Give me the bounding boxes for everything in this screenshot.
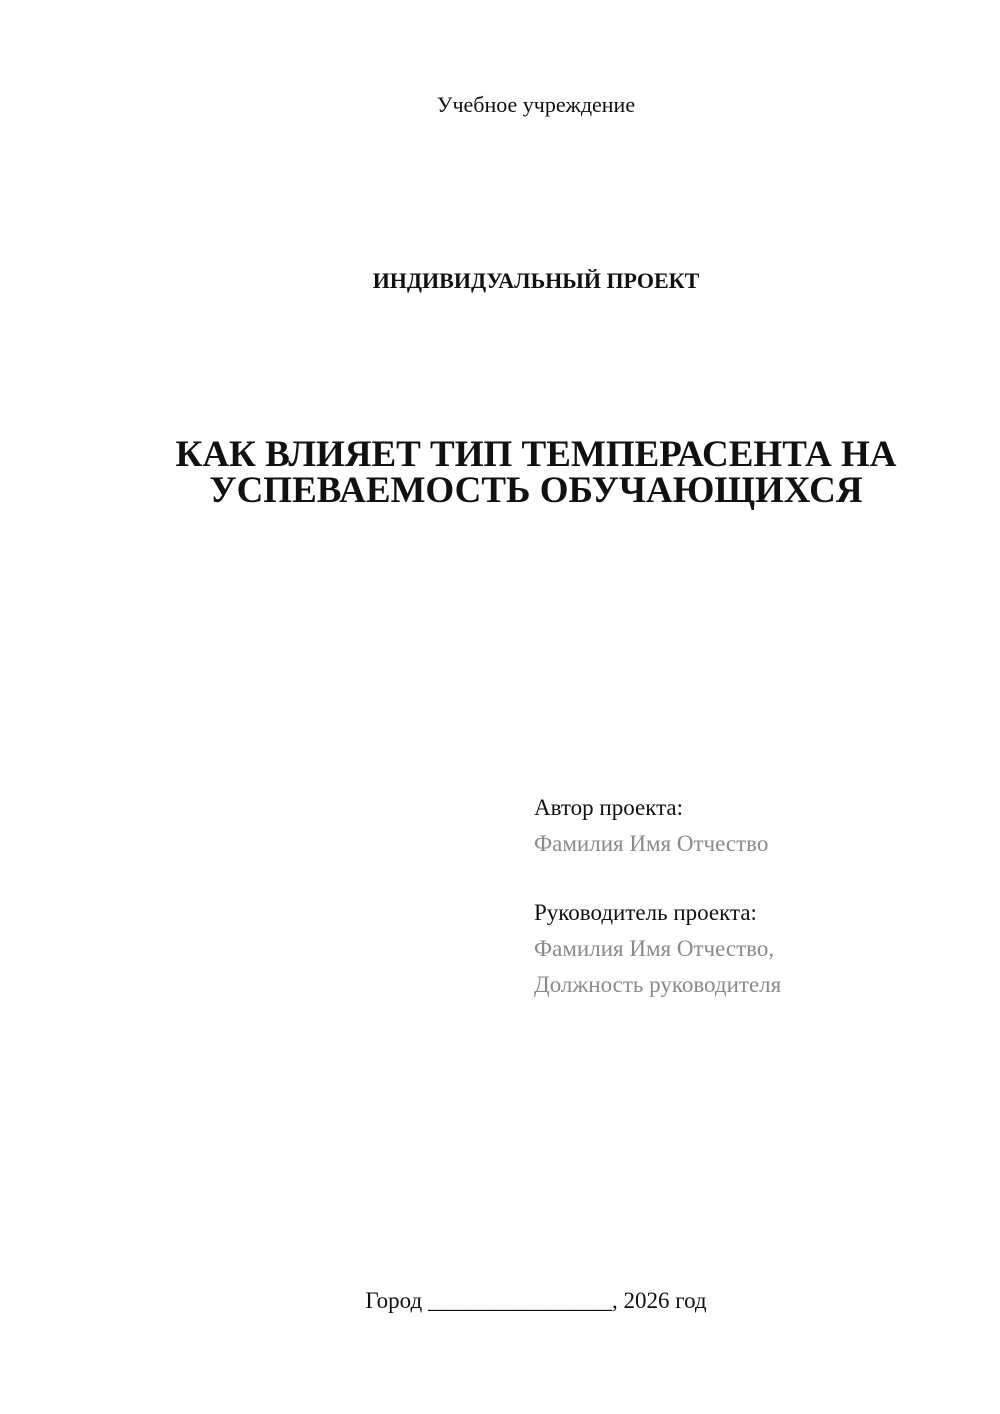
author-name: Фамилия Имя Отчество: [534, 831, 769, 856]
project-title: [0, 434, 1000, 511]
city-year-footer: Город ________________, 2026 год: [365, 1288, 707, 1313]
project-title-line-2: УСПЕВАЕМОСТЬ ОБУЧАЮЩИХСЯ: [209, 470, 863, 511]
author-block: [534, 790, 781, 1003]
author-label: Автор проекта:: [534, 795, 683, 820]
spacer: [534, 862, 781, 895]
supervisor-position: Должность руководителя: [534, 972, 782, 997]
supervisor-name: Фамилия Имя Отчество,: [534, 936, 775, 961]
project-type-heading: ИНДИВИДУАЛЬНЫЙ ПРОЕКТ: [372, 268, 700, 293]
supervisor-label: Руководитель проекта:: [534, 900, 757, 925]
project-title-line-1: КАК ВЛИЯЕТ ТИП ТЕМПЕРАСЕНТА НА: [175, 434, 897, 475]
institution-name: Учебное учреждение: [436, 92, 636, 117]
